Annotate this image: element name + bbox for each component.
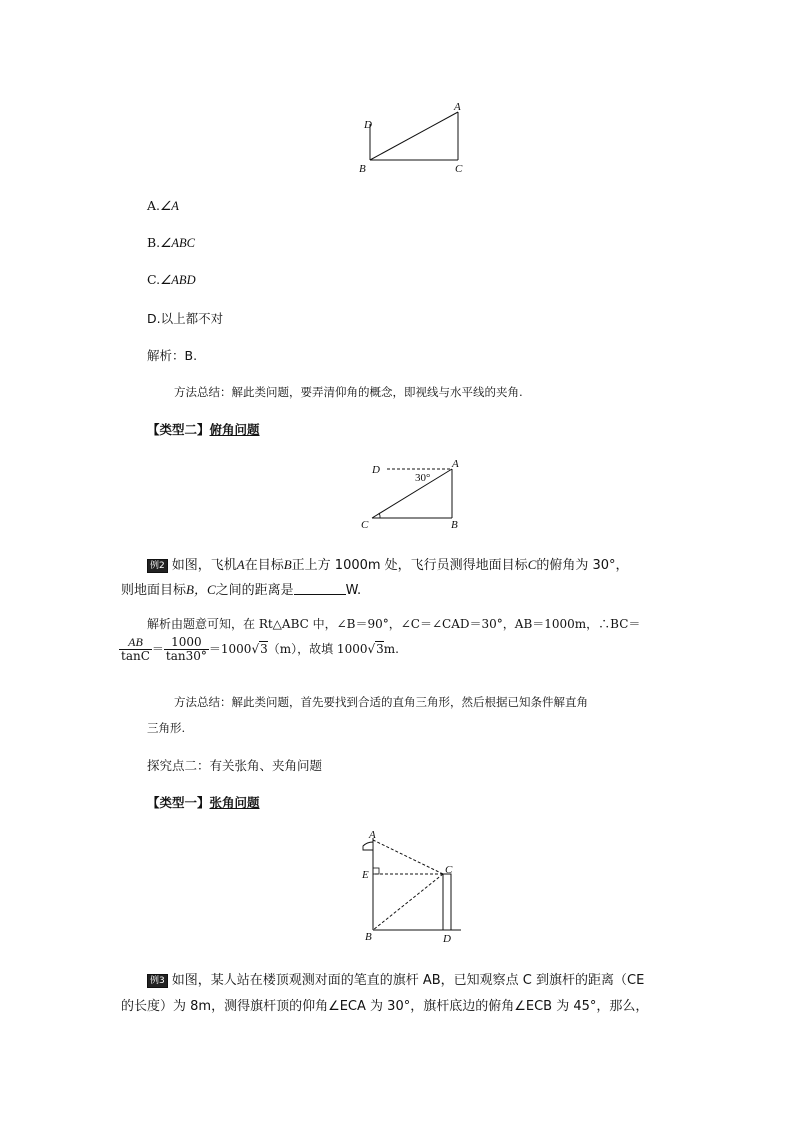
type1-bracket: 【类型一】 <box>147 795 210 810</box>
example-2-var-b: B <box>283 557 292 572</box>
label-c: C <box>361 519 369 531</box>
sqrt-radicand-1: 3 <box>260 642 268 656</box>
label-c: C <box>445 864 453 876</box>
section-heading-2: 探究点二：有关张角、夹角问题 <box>147 758 323 773</box>
equals-sign: ＝ <box>151 642 164 656</box>
label-c: C <box>455 163 463 175</box>
analysis-2-line-1: 解析由题意可知，在 Rt△ABC 中，∠B＝90°，∠C＝∠CAD＝30°，AB＝1000m，∴BC＝ <box>147 617 641 631</box>
option-a-prefix: A. <box>147 198 161 213</box>
method-summary-2-line-2: 三角形. <box>147 721 186 735</box>
method-summary-1: 方法总结：解此类问题，要弄清仰角的概念，即视线与水平线的夹角. <box>174 385 523 399</box>
type1-heading <box>147 793 260 811</box>
figure-angle-depression <box>360 455 470 535</box>
example-2-var-c: C <box>527 557 537 572</box>
building-cd <box>443 874 451 930</box>
label-e: E <box>362 869 369 881</box>
example-2-line-2 <box>121 579 361 598</box>
option-d: D.以上都不对 <box>147 311 224 326</box>
fraction-2-denominator: tan30° <box>165 649 207 663</box>
example-2-text-c: 在目标 <box>244 558 284 573</box>
type1-title: 张角问题 <box>209 795 260 810</box>
result-a: ＝1000 <box>208 642 252 656</box>
option-c-math: ∠ABD <box>160 273 196 287</box>
fraction-ab-over-tanc <box>119 636 152 663</box>
example-2-text-2a: 则地面目标 <box>121 583 187 598</box>
segment-ca <box>372 469 452 518</box>
option-c <box>147 272 196 288</box>
type2-title: 俯角问题 <box>209 422 260 437</box>
fraction-1-numerator: AB <box>119 636 152 650</box>
label-b: B <box>451 519 458 531</box>
segment-ca-dashed <box>373 840 443 874</box>
example-2-text-g: 的俯角为 30°， <box>536 558 629 573</box>
label-d: D <box>372 464 380 476</box>
right-angle-mark <box>373 868 379 874</box>
example-2-text-2c: 之间的距离是 <box>215 583 294 598</box>
type2-heading <box>147 420 260 438</box>
figure-angle-elevation <box>350 98 480 178</box>
label-d: D <box>364 119 372 131</box>
option-b <box>147 235 195 251</box>
option-c-prefix: C. <box>147 272 161 287</box>
example-3-text-1: 如图，某人站在楼顶观测对面的笔直的旗杆 AB，已知观察点 C 到旗杆的距离（CE <box>171 973 645 988</box>
fraction-2-numerator: 1000 <box>164 636 209 650</box>
label-a: A <box>454 101 461 113</box>
example-2-text-a: 如图，飞机 <box>171 558 237 573</box>
analysis-1: 解析：B. <box>147 348 198 363</box>
sqrt-radicand-2: 3 <box>376 642 384 656</box>
result-c: m. <box>383 642 399 656</box>
label-30-degrees: 30° <box>415 472 431 484</box>
example-2-text-e: 正上方 1000m 处，飞行员测得地面目标 <box>291 558 528 573</box>
example-3-badge: 例3 <box>147 974 168 988</box>
label-a: A <box>452 458 459 470</box>
result-b: （m），故填 1000 <box>267 642 368 656</box>
fraction-1-denominator: tanC <box>121 649 150 663</box>
answer-blank[interactable] <box>294 584 346 595</box>
type2-bracket: 【类型二】 <box>147 422 210 437</box>
fraction-1000-over-tan30 <box>164 636 209 663</box>
figure-flagpole <box>355 826 465 946</box>
example-3-line-2: 的长度）为 8m，测得旗杆顶的仰角∠ECA 为 30°，旗杆底边的俯角∠ECB 为 45°，那么， <box>121 999 649 1014</box>
segment-cb-dashed <box>373 874 443 930</box>
option-a <box>147 198 179 214</box>
example-2-badge: 例2 <box>147 559 168 573</box>
option-a-math: ∠A <box>160 199 179 213</box>
label-b: B <box>359 163 366 175</box>
angle-arc-c <box>379 513 380 518</box>
example-2-var-bc: B，C <box>186 582 216 597</box>
example-2-line-1 <box>147 554 629 573</box>
label-a: A <box>369 829 376 841</box>
label-d: D <box>443 933 451 945</box>
option-b-prefix: B. <box>147 235 161 250</box>
example-2-text-2d: W. <box>345 583 362 598</box>
flag-icon <box>363 842 373 850</box>
example-2-var-a: A <box>236 557 245 572</box>
method-summary-2-line-1: 方法总结：解此类问题，首先要找到合适的直角三角形，然后根据已知条件解直角 <box>174 695 588 709</box>
segment-ab <box>370 112 458 160</box>
example-3-line-1 <box>147 969 644 988</box>
label-b: B <box>365 931 372 943</box>
option-b-math: ∠ABC <box>160 236 195 250</box>
analysis-2-line-2: $\frac{AB}{\tan C}$ ＝ $\frac{1000}{\tan 30^\circ}$ ＝1000√3（m），故填 1000√3m. <box>121 635 399 663</box>
